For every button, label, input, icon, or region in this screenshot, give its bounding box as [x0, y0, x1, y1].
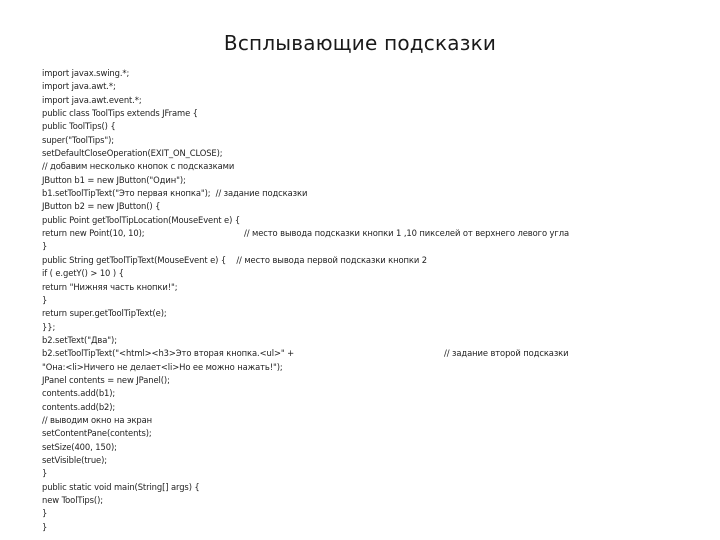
code-text: "Она:<li>Ничего не делает<li>Но ее можно нажать!");	[42, 361, 283, 372]
code-text: }	[42, 508, 48, 519]
code-text: public class ToolTips extends JFrame {	[42, 108, 198, 119]
code-line	[42, 387, 702, 400]
code-text: }	[42, 521, 48, 532]
code-text: setSize(400, 150);	[42, 441, 117, 452]
code-text: JButton b1 = new JButton("Один");	[42, 174, 186, 185]
code-line	[42, 414, 702, 427]
code-text: b2.setText("Два");	[42, 334, 117, 345]
code-line	[42, 134, 702, 147]
code-line	[42, 361, 702, 374]
code-listing	[42, 67, 702, 534]
code-text: }};	[42, 321, 56, 332]
code-line	[42, 174, 702, 187]
code-line	[42, 120, 702, 133]
code-line	[42, 347, 702, 360]
code-line	[42, 67, 702, 80]
code-line	[42, 467, 702, 480]
code-text: return new Point(10, 10);	[42, 228, 145, 239]
code-line	[42, 214, 702, 227]
code-line	[42, 240, 702, 253]
code-text: import javax.swing.*;	[42, 68, 130, 78]
code-text: contents.add(b2);	[42, 401, 116, 412]
code-text: setDefaultCloseOperation(EXIT_ON_CLOSE);	[42, 148, 223, 159]
code-line	[42, 307, 702, 320]
code-line	[42, 267, 702, 280]
code-comment: // задание второй подсказки	[444, 348, 569, 359]
code-line	[42, 334, 702, 347]
code-line	[42, 107, 702, 120]
code-text: JButton b2 = new JButton() {	[42, 201, 161, 212]
code-text: import java.awt.*;	[42, 81, 116, 92]
code-text: return "Нижняя часть кнопки!";	[42, 281, 178, 292]
code-text: return super.getToolTipText(e);	[42, 308, 167, 319]
code-text: // выводим окно на экран	[42, 414, 153, 425]
code-line	[42, 481, 702, 494]
code-text: public static void main(String[] args) {	[42, 481, 200, 492]
code-text: super("ToolTips");	[42, 134, 114, 145]
slide-title: Всплывающие подсказки	[223, 31, 497, 55]
code-text: if ( e.getY() > 10 ) {	[42, 268, 124, 279]
code-text: b2.setToolTipText("<html><h3>Это вторая кнопка.<ul>" +	[42, 348, 295, 359]
code-text: }	[42, 241, 48, 252]
code-line	[42, 374, 702, 387]
code-text: setVisible(true);	[42, 454, 108, 465]
code-text: contents.add(b1);	[42, 388, 116, 399]
code-line	[42, 494, 702, 507]
code-line	[42, 521, 702, 534]
code-text: // добавим несколько кнопок с подсказками	[42, 161, 235, 172]
code-text: public Point getToolTipLocation(MouseEvent e) {	[42, 214, 241, 225]
code-line	[42, 200, 702, 213]
code-line	[42, 227, 702, 240]
code-text: }	[42, 294, 48, 305]
code-line	[42, 441, 702, 454]
code-text: import java.awt.event.*;	[42, 94, 142, 105]
code-line	[42, 80, 702, 93]
code-line	[42, 454, 702, 467]
code-line	[42, 254, 702, 267]
code-line	[42, 401, 702, 414]
code-text: JPanel contents = new JPanel();	[42, 374, 170, 385]
code-line	[42, 294, 702, 307]
code-text: }	[42, 468, 48, 479]
code-comment: // место вывода подсказки кнопки 1 ,10 пикселей от верхнего левого угла	[244, 228, 569, 239]
code-text: new ToolTips();	[42, 495, 103, 505]
code-line	[42, 147, 702, 160]
code-line	[42, 187, 702, 200]
code-line	[42, 94, 702, 107]
code-line	[42, 507, 702, 520]
code-text: public String getToolTipText(MouseEvent e) { // место вывода первой подсказки кнопки 2	[42, 254, 428, 265]
code-line	[42, 160, 702, 173]
code-line	[42, 427, 702, 440]
code-text: public ToolTips() {	[42, 121, 116, 132]
code-text: b1.setToolTipText("Это первая кнопка"); // задание подсказки	[42, 188, 308, 199]
code-line	[42, 281, 702, 294]
code-line	[42, 321, 702, 334]
code-text: setContentPane(contents);	[42, 428, 152, 439]
